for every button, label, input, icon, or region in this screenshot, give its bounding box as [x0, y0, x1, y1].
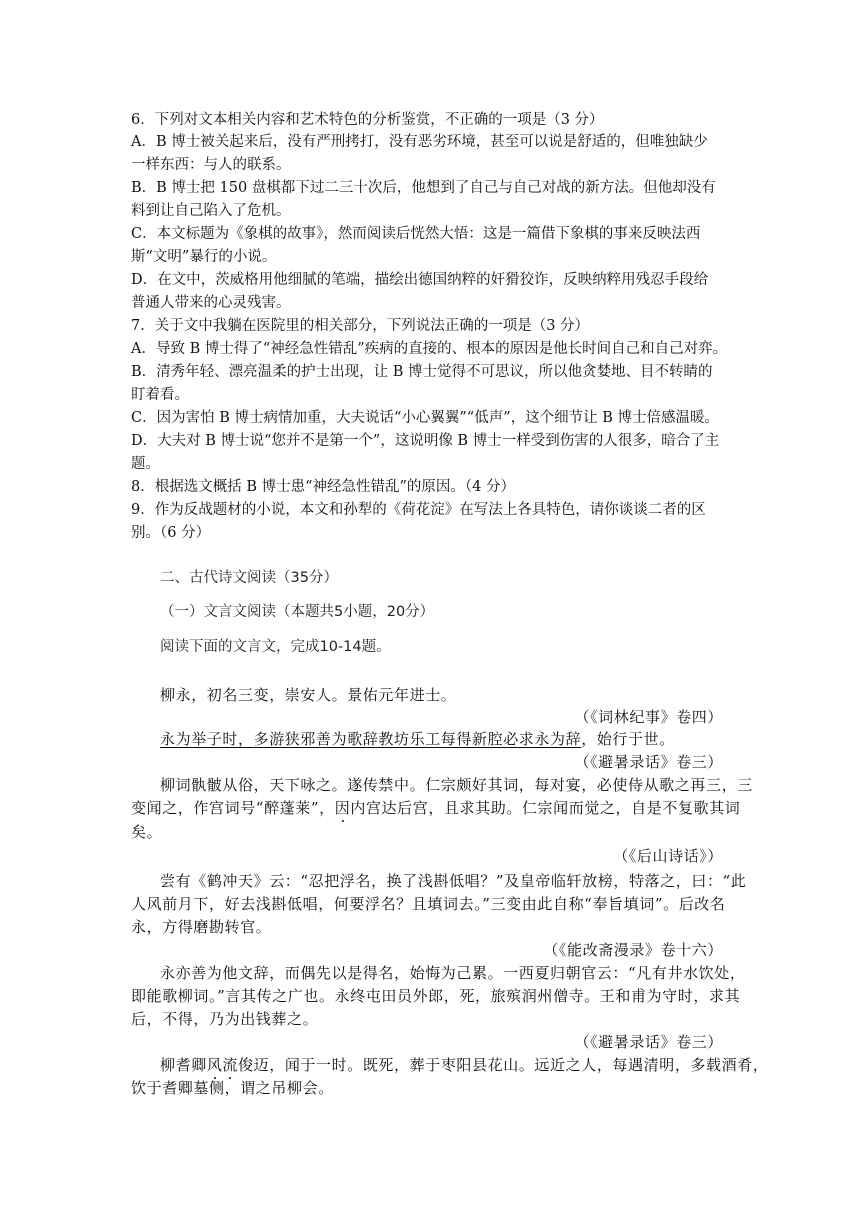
- source-4: （《能改斋漫录》卷十六）: [543, 941, 723, 959]
- source-1: （《词林纪事》卷四）: [574, 708, 723, 726]
- source-3: （《后山诗话》）: [613, 847, 723, 865]
- q7-option-b-line2: 盯着看。: [131, 387, 189, 403]
- passage-6-line1: [160, 1054, 768, 1075]
- passage-5-line3: 后，不得，乃为出钱葬之。: [131, 1010, 319, 1028]
- q7-option-d-line2: 题。: [131, 456, 160, 472]
- underlined-sentence: 永为举子时，多游狭邪善为歌辞教坊乐工每得新腔必求永为辞: [160, 730, 582, 748]
- passage-6-line1-b: 俊迈，闻于一时。既死，葬于枣阳县花山。远近之人，每遇清明，多载酒肴，: [238, 1056, 769, 1074]
- emphasis-char-feng: 风: [206, 1056, 223, 1074]
- reading-instruction: 阅读下面的文言文，完成10-14题。: [160, 639, 391, 655]
- q6-option-a-line1: A．B 博士被关起来后，没有严刑拷打，没有恶劣环境，甚至可以说是舒适的，但唯独缺少: [131, 134, 708, 150]
- passage-5-line2: 即能歌柳词。”言其传之广也。永终屯田员外郎，死，旅殡润州僧寺。王和甫为守时，求其: [131, 987, 741, 1005]
- q6-option-c-line2: 斯“文明”暴行的小说。: [131, 249, 277, 265]
- passage-2: [160, 728, 675, 749]
- passage-4-line1: 尝有《鹤冲天》云：“忍把浮名，换了浅斟低唱？”及皇帝临轩放榜，特落之，曰：“此: [160, 872, 747, 890]
- q7-option-b-line1: B．清秀年轻、漂亮温柔的护士出现，让 B 博士觉得不可思议，所以他贪婪地、目不转睛的: [131, 364, 713, 380]
- question-9-line1: 9．作为反战题材的小说，本文和孙犁的《荷花淀》在写法上各具特色，请你谈谈二者的区: [131, 502, 706, 518]
- passage-6-line2: 饮于耆卿墓侧，谓之吊柳会。: [131, 1079, 334, 1097]
- q6-option-c-line1: C．本文标题为《象棋的故事》，然而阅读后恍然大悟：这是一篇借下象棋的事来反映法西: [131, 226, 701, 242]
- q6-option-d-line2: 普通人带来的心灵残害。: [131, 295, 291, 311]
- passage-4-line3: 永，方得磨勘转官。: [131, 918, 272, 936]
- q7-option-d-line1: D．大夫对 B 博士说“您并不是第一个”，这说明像 B 博士一样受到伤害的人很多，暗合了主: [131, 433, 720, 449]
- passage-3-line3: 矣。: [131, 823, 163, 841]
- passage-3-line2: [131, 797, 740, 818]
- section-title: 二、古代诗文阅读（35分）: [160, 570, 338, 586]
- source-2: （《避暑录话》卷三）: [574, 753, 723, 771]
- passage-1: 柳永，初名三变，崇安人。景佑元年进士。: [160, 686, 457, 704]
- emphasis-char-liu: 流: [222, 1056, 239, 1074]
- question-9-line2: 别。（6 分）: [131, 525, 211, 541]
- question-8: 8．根据选文概括 B 博士患“神经急性错乱”的原因。（4 分）: [131, 479, 516, 495]
- passage-3-line2-a: 变闻之，作宫词号“醉蓬莱”，: [131, 799, 335, 817]
- subsection-title: （一）文言文阅读（本题共5小题，20分）: [160, 604, 435, 620]
- question-7-stem: 7．关于文中我躺在医院里的相关部分，下列说法正确的一项是（3 分）: [131, 318, 590, 334]
- passage-3-line2-b: 内宫达后宫，且求其助。仁宗闻而觉之，自是不复歌其词: [350, 799, 741, 817]
- source-5: （《避暑录话》卷三）: [574, 1033, 723, 1051]
- q7-option-a: A．导致 B 博士得了“神经急性错乱”疾病的直接的、根本的原因是他长时间自己和自己对弈。: [131, 341, 728, 357]
- q6-option-b-line1: B．B 博士把 150 盘棋都下过二三十次后，他想到了自己与自己对战的新方法。但他却没有: [131, 180, 716, 196]
- emphasis-char-yin: 因: [334, 799, 351, 817]
- passage-3-line1: 柳词骫骳从俗，天下咏之。遂传禁中。仁宗颇好其词，每对宴，必使侍从歌之再三，三: [160, 776, 753, 794]
- passage-6-line1-a: 柳耆卿: [160, 1056, 207, 1074]
- passage-5-line1: 永亦善为他文辞，而偶先以是得名，始悔为己累。一西夏归朝官云：“凡有井水饮处，: [160, 964, 746, 982]
- q7-option-c: C．因为害怕 B 博士病情加重，大夫说话“小心翼翼”“低声”，这个细节让 B 博士倍感温暖。: [131, 410, 719, 426]
- q6-option-a-line2: 一样东西：与人的联系。: [131, 157, 291, 173]
- q6-option-d-line1: D．在文中，茨威格用他细腻的笔端，描绘出德国纳粹的奸猾狡诈，反映纳粹用残忍手段给: [131, 272, 709, 288]
- passage-2-rest: ，始行于世。: [581, 730, 675, 748]
- passage-4-line2: 人风前月下，好去浅斟低唱，何要浮名？且填词去。”三变由此自称“奉旨填词”。后改名: [131, 895, 726, 913]
- question-6-stem: 6．下列对文本相关内容和艺术特色的分析鉴赏，不正确的一项是（3 分）: [131, 112, 604, 128]
- q6-option-b-line2: 料到让自己陷入了危机。: [131, 203, 291, 219]
